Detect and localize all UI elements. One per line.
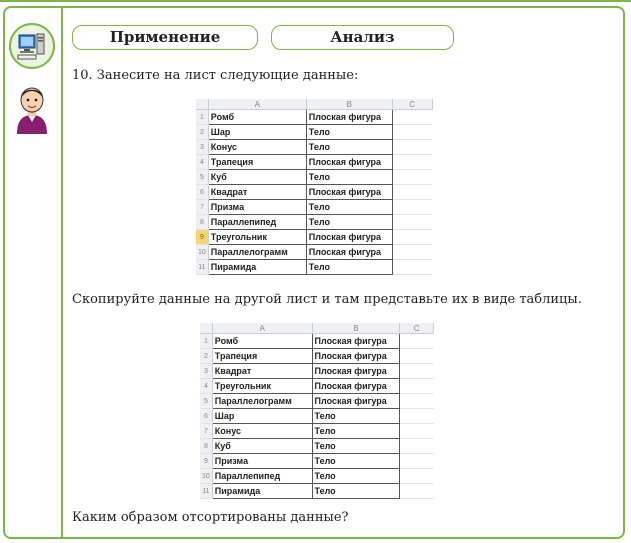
column-header-c: C (400, 323, 434, 334)
row-number[interactable]: 5 (200, 394, 212, 409)
row-number[interactable]: 11 (196, 260, 208, 275)
row-number[interactable]: 10 (200, 469, 212, 484)
row-number[interactable]: 4 (196, 155, 208, 170)
empty-cell[interactable] (392, 200, 432, 215)
row-number[interactable]: 6 (196, 185, 208, 200)
row-number[interactable]: 10 (196, 245, 208, 260)
empty-cell[interactable] (392, 215, 432, 230)
shape-name-cell[interactable]: Призма (208, 200, 306, 215)
table-row (196, 110, 432, 125)
shape-type-cell[interactable]: Плоская фигура (312, 379, 400, 394)
shape-type-cell[interactable]: Тело (312, 484, 400, 499)
shape-type-cell[interactable]: Тело (312, 454, 400, 469)
shape-name-cell[interactable]: Пирамида (208, 260, 306, 275)
shape-type-cell[interactable]: Плоская фигура (312, 349, 400, 364)
task-instruction: 10. Занесите на лист следующие данные: (72, 68, 359, 83)
shape-type-cell[interactable]: Плоская фигура (306, 155, 392, 170)
empty-cell[interactable] (392, 110, 432, 125)
shape-type-cell[interactable]: Тело (306, 215, 392, 230)
apply-tab[interactable]: Применение (72, 25, 258, 50)
row-number[interactable]: 4 (200, 379, 212, 394)
corner-cell (196, 99, 208, 110)
margin-divider (61, 6, 63, 539)
table-row (200, 424, 434, 439)
table-row (200, 379, 434, 394)
shape-type-cell[interactable]: Плоская фигура (312, 334, 400, 349)
row-number[interactable]: 8 (196, 215, 208, 230)
shape-type-cell[interactable]: Тело (306, 170, 392, 185)
table-row (196, 215, 432, 230)
empty-cell[interactable] (400, 394, 434, 409)
empty-cell[interactable] (392, 185, 432, 200)
column-header-b: B (312, 323, 400, 334)
empty-cell[interactable] (400, 364, 434, 379)
table-row (196, 260, 432, 275)
shape-name-cell[interactable]: Параллепипед (208, 215, 306, 230)
table-row (200, 334, 434, 349)
shape-name-cell[interactable]: Треугольник (208, 230, 306, 245)
empty-cell[interactable] (400, 439, 434, 454)
shape-type-cell[interactable]: Тело (306, 200, 392, 215)
table-row (196, 140, 432, 155)
table-row (196, 185, 432, 200)
shape-type-cell[interactable]: Тело (312, 424, 400, 439)
question-text: Каким образом отсортированы данные? (72, 510, 349, 525)
shape-type-cell[interactable]: Тело (312, 439, 400, 454)
shape-name-cell[interactable]: Параллелограмм (208, 245, 306, 260)
table-row (200, 364, 434, 379)
table-row (196, 200, 432, 215)
computer-icon (9, 23, 55, 69)
shape-name-cell[interactable]: Куб (212, 439, 312, 454)
table-row (200, 484, 434, 499)
copy-instruction: Скопируйте данные на другой лист и там представьте их в виде таблицы. (72, 292, 582, 307)
shape-name-cell[interactable]: Конус (208, 140, 306, 155)
row-number[interactable]: 1 (200, 334, 212, 349)
table-row (200, 349, 434, 364)
row-number[interactable]: 7 (196, 200, 208, 215)
shape-type-cell[interactable]: Плоская фигура (312, 394, 400, 409)
shape-name-cell[interactable]: Призма (212, 454, 312, 469)
shape-name-cell[interactable]: Трапеция (208, 155, 306, 170)
shape-type-cell[interactable]: Тело (312, 469, 400, 484)
row-number[interactable]: 3 (196, 140, 208, 155)
row-number[interactable]: 9 (196, 230, 208, 245)
shape-type-cell[interactable]: Плоская фигура (306, 110, 392, 125)
row-number[interactable]: 2 (196, 125, 208, 140)
shape-name-cell[interactable]: Пирамида (212, 484, 312, 499)
shape-type-cell[interactable]: Тело (312, 409, 400, 424)
column-header-c: C (392, 99, 432, 110)
table-row (196, 230, 432, 245)
empty-cell[interactable] (392, 125, 432, 140)
shape-name-cell[interactable]: Конус (212, 424, 312, 439)
column-header-b: B (306, 99, 392, 110)
row-number[interactable]: 9 (200, 454, 212, 469)
column-header-a: A (212, 323, 312, 334)
shape-type-cell[interactable]: Тело (306, 140, 392, 155)
empty-cell[interactable] (400, 334, 434, 349)
row-number[interactable]: 5 (196, 170, 208, 185)
table-row (200, 439, 434, 454)
row-number[interactable]: 2 (200, 349, 212, 364)
shape-name-cell[interactable]: Шар (212, 409, 312, 424)
empty-cell[interactable] (392, 260, 432, 275)
empty-cell[interactable] (400, 424, 434, 439)
shape-name-cell[interactable]: Параллепипед (212, 469, 312, 484)
shape-type-cell[interactable]: Плоская фигура (306, 245, 392, 260)
spreadsheet-original (196, 99, 436, 275)
shape-name-cell[interactable]: Квадрат (212, 364, 312, 379)
empty-cell[interactable] (400, 409, 434, 424)
empty-cell[interactable] (400, 469, 434, 484)
shape-name-cell[interactable]: Треугольник (212, 379, 312, 394)
shape-name-cell[interactable]: Шар (208, 125, 306, 140)
row-number[interactable]: 6 (200, 409, 212, 424)
top-border (0, 0, 631, 2)
table-row (200, 454, 434, 469)
corner-cell (200, 323, 212, 334)
empty-cell[interactable] (400, 349, 434, 364)
shape-name-cell[interactable]: Квадрат (208, 185, 306, 200)
shape-name-cell[interactable]: Ромб (212, 334, 312, 349)
shape-type-cell[interactable]: Плоская фигура (306, 185, 392, 200)
empty-cell[interactable] (400, 454, 434, 469)
row-number[interactable]: 11 (200, 484, 212, 499)
shape-name-cell[interactable]: Ромб (208, 110, 306, 125)
empty-cell[interactable] (392, 140, 432, 155)
student-icon (13, 82, 51, 134)
empty-cell[interactable] (400, 379, 434, 394)
empty-cell[interactable] (392, 170, 432, 185)
shape-name-cell[interactable]: Параллелограмм (212, 394, 312, 409)
table-row (200, 469, 434, 484)
empty-cell[interactable] (400, 484, 434, 499)
shape-type-cell[interactable]: Плоская фигура (306, 230, 392, 245)
table-row (196, 170, 432, 185)
table-row (196, 245, 432, 260)
shape-type-cell[interactable]: Плоская фигура (312, 364, 400, 379)
table-row (196, 125, 432, 140)
empty-cell[interactable] (392, 155, 432, 170)
empty-cell[interactable] (392, 230, 432, 245)
row-number[interactable]: 3 (200, 364, 212, 379)
spreadsheet-sorted (200, 323, 434, 494)
analysis-tab[interactable]: Анализ (271, 25, 454, 50)
shape-name-cell[interactable]: Трапеция (212, 349, 312, 364)
empty-cell[interactable] (392, 245, 432, 260)
table-row (196, 155, 432, 170)
column-header-a: A (208, 99, 306, 110)
shape-type-cell[interactable]: Тело (306, 125, 392, 140)
shape-type-cell[interactable]: Тело (306, 260, 392, 275)
row-number[interactable]: 1 (196, 110, 208, 125)
shape-name-cell[interactable]: Куб (208, 170, 306, 185)
row-number[interactable]: 7 (200, 424, 212, 439)
row-number[interactable]: 8 (200, 439, 212, 454)
table-row (200, 409, 434, 424)
table-row (200, 394, 434, 409)
